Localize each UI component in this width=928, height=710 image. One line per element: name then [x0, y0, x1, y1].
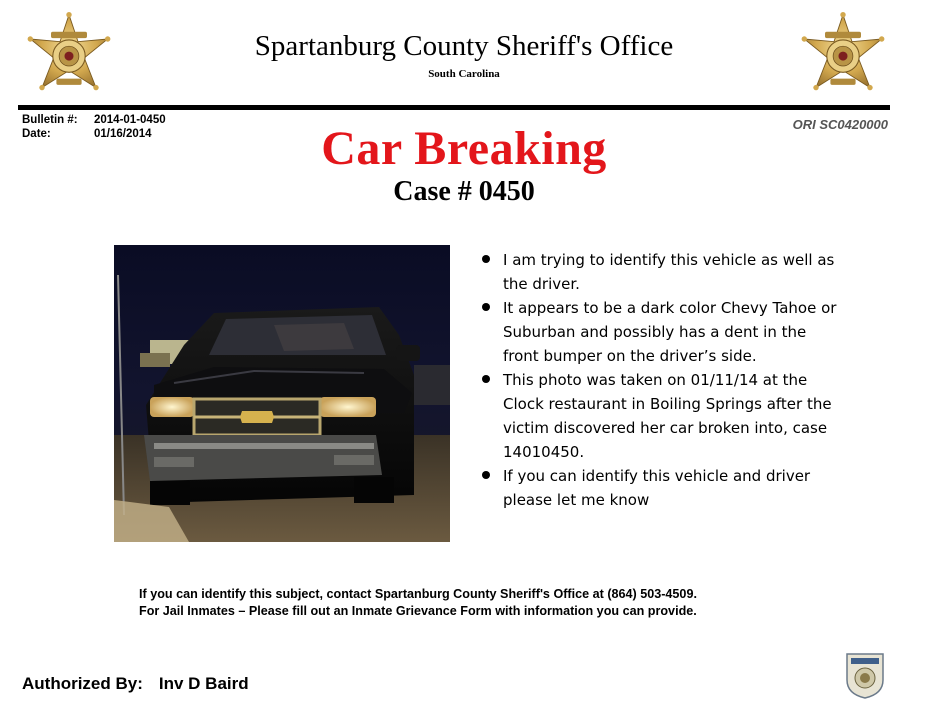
list-item: [478, 248, 848, 296]
bulletin-date: 01/16/2014: [94, 128, 152, 140]
contact-line: If you can identify this subject, contact Spartanburg County Sheriff's Office at (864) 503-4509.: [139, 587, 697, 601]
header-divider: [18, 105, 890, 110]
detail-text: If you can identify this vehicle and driver please let me know: [503, 467, 811, 509]
list-item: [478, 368, 848, 464]
agency-title: Spartanburg County Sheriff's Office: [254, 30, 674, 62]
authorized-name: Inv D Baird: [158, 674, 249, 693]
bulletin-headline: Car Breaking: [321, 122, 607, 175]
bulletin-number-label: Bulletin #:: [22, 114, 78, 126]
list-item: [478, 296, 848, 368]
detail-text: I am trying to identify this vehicle as well as the driver.: [503, 251, 835, 293]
list-item: [478, 464, 848, 512]
authorized-label: Authorized By:: [22, 674, 143, 693]
bulletin-date-label: Date:: [22, 128, 51, 140]
agency-state: South Carolina: [428, 68, 500, 80]
detail-text: This photo was taken on 01/11/14 at the Clock restaurant in Boiling Springs after the victim discovered her car broken into, case 14010450.: [503, 371, 832, 461]
accreditation-seal-icon: [843, 650, 887, 700]
vehicle-details-list: [478, 248, 848, 512]
vehicle-photo: [114, 245, 450, 542]
detail-text: It appears to be a dark color Chevy Tahoe or Suburban and possibly has a dent in the front bumper on the driver’s side.: [503, 299, 837, 365]
case-number: Case # 0450: [393, 176, 535, 207]
bulletin-number: 2014-01-0450: [94, 114, 166, 126]
jail-line: For Jail Inmates – Please fill out an Inmate Grievance Form with information you can provide.: [139, 604, 697, 618]
authorized-by: [22, 674, 249, 694]
contact-info: [139, 586, 697, 620]
ori-number: ORI SC0420000: [792, 117, 888, 132]
